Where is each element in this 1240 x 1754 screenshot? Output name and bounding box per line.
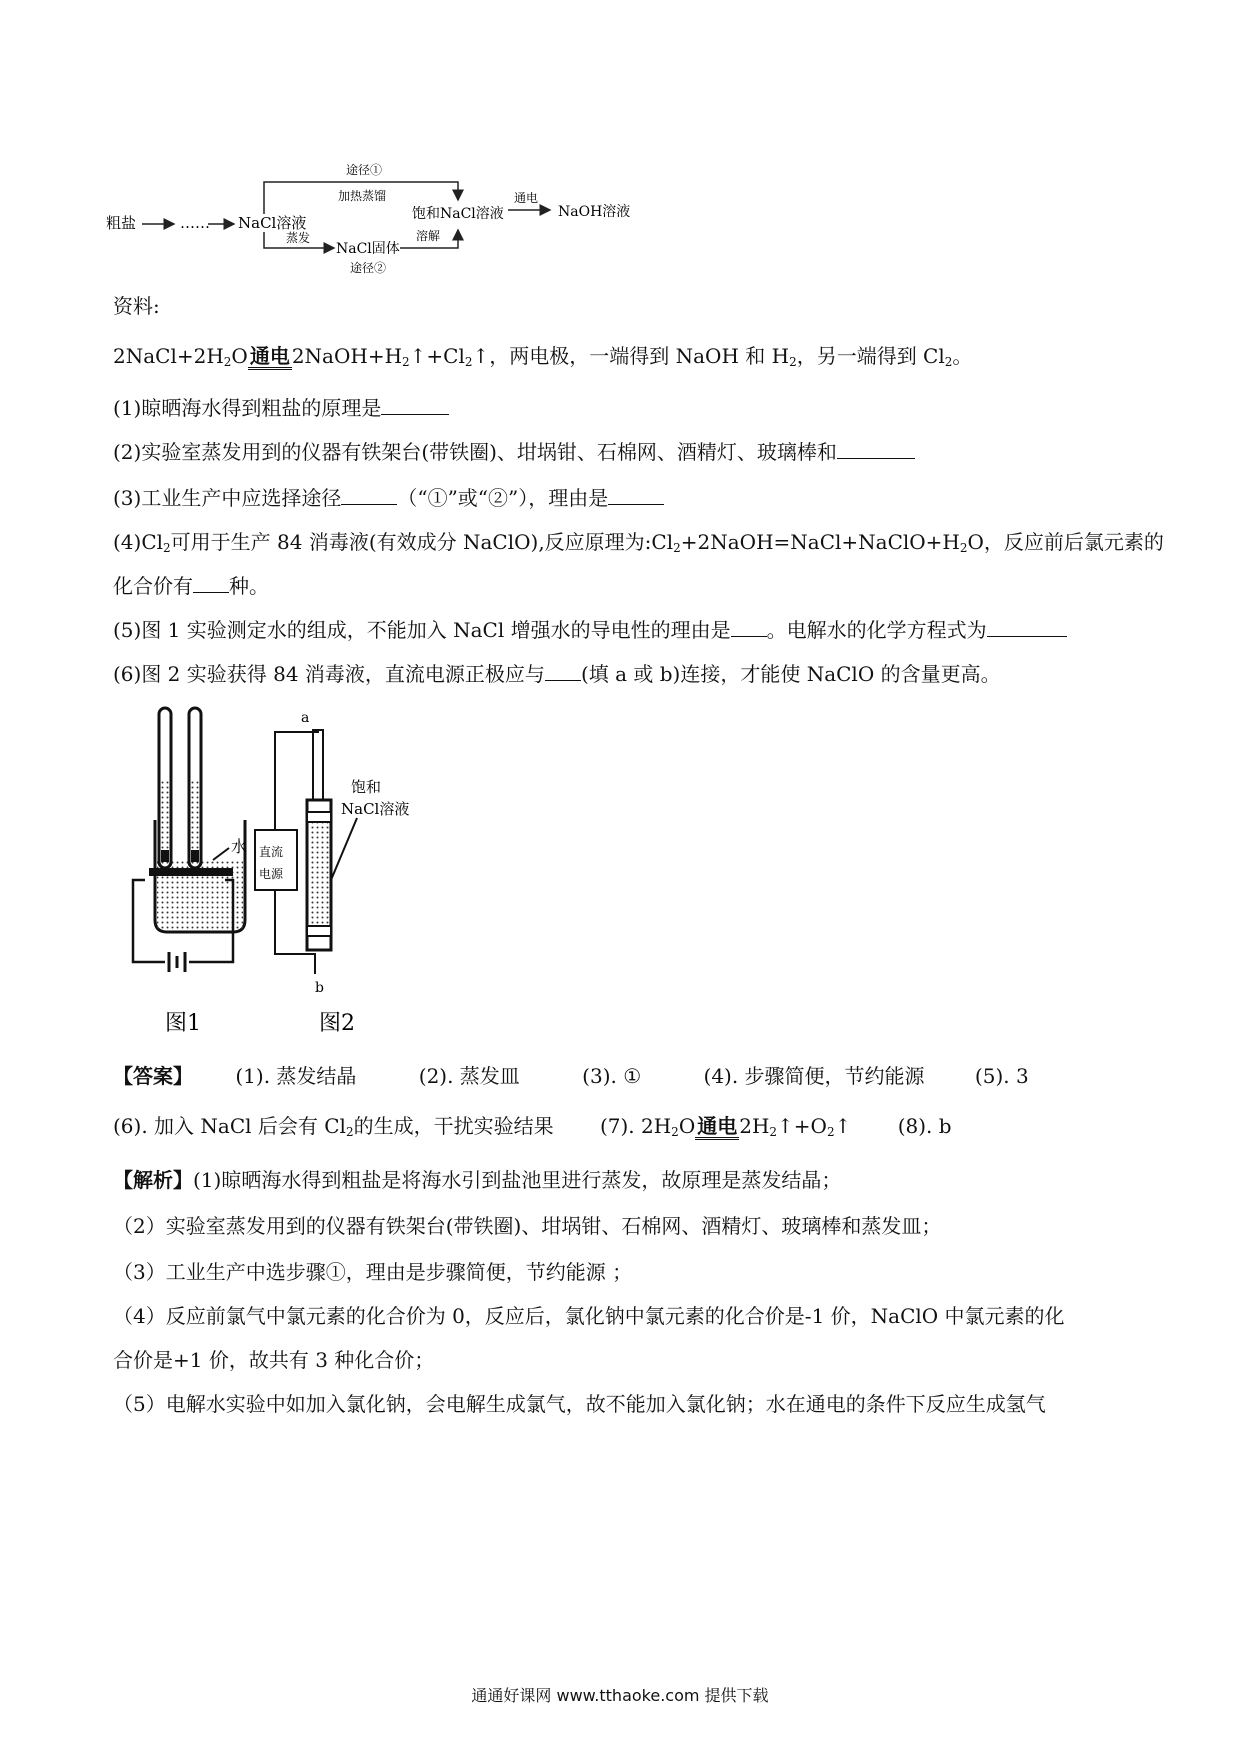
question-6-text-a: (6)图 2 实验获得 84 消毒液，直流电源正极应与 xyxy=(113,662,545,686)
electrode-a-label: a xyxy=(301,710,310,726)
answer-line-2 xyxy=(113,1112,952,1146)
question-4-line2 xyxy=(113,572,269,600)
answer-7-d: ↑+O xyxy=(777,1114,827,1138)
analysis-line-4: （4）反应前氯气中氯元素的化合价为 0，反应后，氯化钠中氯元素的化合价是-1 价，NaClO 中氯元素的化 xyxy=(113,1304,1065,1328)
answer-blank-3b[interactable] xyxy=(608,484,664,505)
analysis-line-3: （3）工业生产中选步骤①，理由是步骤简便，节约能源 ； xyxy=(113,1260,633,1284)
answer-7-condition: 通电 xyxy=(697,1114,738,1138)
question-1 xyxy=(113,394,449,422)
answer-7-e: ↑ xyxy=(834,1114,852,1138)
answer-5: (5). 3 xyxy=(974,1064,1029,1088)
reaction-equation xyxy=(113,342,972,376)
answer-blank-3a[interactable] xyxy=(341,484,397,505)
figure-1-caption: 图1 xyxy=(165,1011,201,1036)
answer-2: (2). 蒸发皿 xyxy=(418,1064,520,1088)
analysis-line-1 xyxy=(113,1166,841,1194)
figure-1-water-electrolysis xyxy=(133,708,247,1036)
question-4 xyxy=(113,528,1164,562)
flow-solid: NaCl固体 xyxy=(336,241,400,257)
flow-elec-label: 通电 xyxy=(514,191,539,205)
question-6-text-b: (填 a 或 b)连接，才能使 NaClO 的含量更高。 xyxy=(580,662,1001,686)
reaction-rest-tail: ，另一端得到 Cl xyxy=(796,344,945,368)
saturated-label-2: NaCl溶液 xyxy=(341,800,410,818)
answer-7-a: (7). 2H xyxy=(599,1114,672,1138)
reaction-rest: ↑，两电极，一端得到 NaOH 和 H xyxy=(472,344,790,368)
answer-7-sub2: 2 xyxy=(769,1125,778,1139)
reaction-rest-sub2: 2 xyxy=(944,355,953,369)
reaction-rest-sub: 2 xyxy=(789,355,797,369)
reaction-end: 。 xyxy=(952,344,973,368)
question-5-text-b: 。电解水的化学方程式为 xyxy=(766,618,987,642)
flow-product: NaOH溶液 xyxy=(558,204,631,220)
question-6 xyxy=(113,660,1001,688)
reaction-right-tail: ↑+Cl xyxy=(409,344,465,368)
question-4-sub-c: 2 xyxy=(959,541,968,555)
question-2-text: (2)实验室蒸发用到的仪器有铁架台(带铁圈)、坩埚钳、石棉网、酒精灯、玻璃棒和 xyxy=(113,440,837,464)
info-label: 资料: xyxy=(113,294,160,318)
question-4-sub-b: 2 xyxy=(673,541,681,555)
reaction-left-sub: 2 xyxy=(223,355,232,369)
answer-6-b: 的生成，干扰实验结果 xyxy=(353,1114,554,1138)
question-3 xyxy=(113,484,664,512)
flow-path2-label: 途径② xyxy=(350,261,387,275)
answer-tag: 【答案】 xyxy=(113,1064,193,1088)
question-4-text-c: +2NaOH=NaCl+NaClO+H xyxy=(680,530,960,554)
question-4-text-a: (4)Cl xyxy=(113,530,164,554)
question-1-text: (1)晾晒海水得到粗盐的原理是 xyxy=(113,396,382,420)
reaction-left-tail: O xyxy=(231,344,248,368)
flow-path1-label: 途径① xyxy=(346,163,383,177)
reaction-condition: 通电 xyxy=(249,344,290,368)
analysis-line-2: （2）实验室蒸发用到的仪器有铁架台(带铁圈)、坩埚钳、石棉网、酒精灯、玻璃棒和蒸发皿； xyxy=(113,1214,942,1238)
saturated-label-1: 饱和 xyxy=(351,778,382,796)
answer-blank-2[interactable] xyxy=(837,438,915,459)
analysis-line-6: （5）电解水实验中如加入氯化钠，会电解生成氯气，故不能加入氯化钠；水在通电的条件下反应生成氢气 xyxy=(113,1392,1046,1416)
question-4-sub-a: 2 xyxy=(163,541,171,555)
answer-3: (3). ① xyxy=(582,1064,642,1088)
answer-blank-5a[interactable] xyxy=(731,616,767,637)
answer-7-b: O xyxy=(678,1114,696,1138)
flow-solution: NaCl溶液 xyxy=(238,214,307,232)
flow-dissolve-label: 溶解 xyxy=(416,229,441,243)
question-4-text-d: O，反应前后氯元素的 xyxy=(967,530,1164,554)
reaction-right: 2NaOH+H xyxy=(291,344,403,368)
flow-evap-label: 蒸发 xyxy=(286,231,311,245)
answer-4: (4). 步骤简便，节约能源 xyxy=(703,1064,925,1088)
flow-dots: …… xyxy=(180,214,210,232)
flow-start: 粗盐 xyxy=(106,214,137,232)
answer-7-sub3: 2 xyxy=(826,1125,835,1139)
question-3-text-b: （“①”或“②”），理由是 xyxy=(397,486,609,510)
answer-8: (8). b xyxy=(897,1114,952,1138)
answer-1: (1). 蒸发结晶 xyxy=(235,1064,357,1088)
process-flow-diagram xyxy=(100,160,740,280)
answer-blank-1[interactable] xyxy=(381,394,449,415)
answer-6-sub: 2 xyxy=(345,1125,354,1139)
analysis-tag: 【解析】 xyxy=(113,1168,193,1192)
power-label-1: 直流 xyxy=(259,845,284,859)
answer-blank-5b[interactable] xyxy=(987,616,1067,637)
electrode-b-label: b xyxy=(315,980,324,996)
power-label-2: 电源 xyxy=(259,867,284,881)
page-footer: 通通好课网 www.tthaoke.com 提供下载 xyxy=(471,1686,769,1705)
answer-line-1 xyxy=(113,1062,1029,1090)
analysis-p1: (1)晾晒海水得到粗盐是将海水引到盐池里进行蒸发，故原理是蒸发结晶； xyxy=(193,1168,842,1192)
answer-7-sub: 2 xyxy=(671,1125,679,1139)
question-2 xyxy=(113,438,915,466)
figure-2-caption: 图2 xyxy=(319,1011,355,1036)
analysis-line-5: 合价是+1 价，故共有 3 种化合价； xyxy=(113,1348,435,1372)
answer-7-c: 2H xyxy=(739,1114,770,1138)
water-label: 水 xyxy=(231,837,248,856)
figure-2-brine-electrolysis xyxy=(255,710,409,1036)
question-5 xyxy=(113,616,1067,644)
answer-blank-4[interactable] xyxy=(193,572,229,593)
question-4-line2-a: 化合价有 xyxy=(113,574,193,598)
answer-6-a: (6). 加入 NaCl 后会有 Cl xyxy=(113,1114,346,1138)
question-5-text-a: (5)图 1 实验测定水的组成，不能加入 NaCl 增强水的导电性的理由是 xyxy=(113,618,731,642)
reaction-left: 2NaCl+2H xyxy=(113,344,224,368)
flow-heat-label: 加热蒸馏 xyxy=(338,189,387,203)
question-4-text-b: 可用于生产 84 消毒液(有效成分 NaClO),反应原理为:Cl xyxy=(170,530,674,554)
question-3-text-a: (3)工业生产中应选择途径 xyxy=(113,486,342,510)
reaction-right-sub: 2 xyxy=(402,355,410,369)
flow-saturated: 饱和NaCl溶液 xyxy=(412,206,504,222)
experiment-figures xyxy=(125,700,485,1040)
question-4-line2-b: 种。 xyxy=(229,574,269,598)
answer-blank-6[interactable] xyxy=(545,660,581,681)
reaction-right-sub2: 2 xyxy=(464,355,473,369)
